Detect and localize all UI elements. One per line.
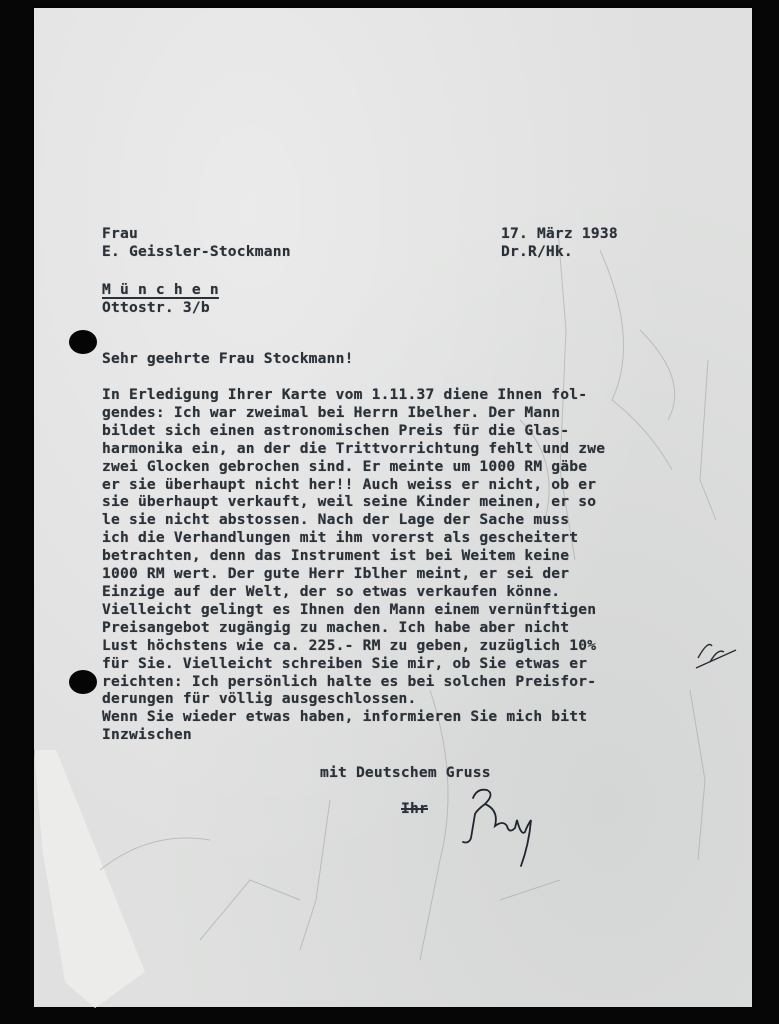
body-line: harmonika ein, an der die Trittvorrichtung fehlt und zwe (102, 439, 606, 457)
body-line: Inzwischen (102, 726, 192, 744)
letter-body (102, 386, 605, 744)
date-block (501, 225, 618, 261)
body-line: für Sie. Vielleicht schreiben Sie mir, ob Sie etwas er (102, 654, 588, 672)
recipient-city: M ü n c h e n (102, 281, 219, 298)
body-line: derungen für völlig ausgeschlossen. (102, 690, 417, 708)
body-line: zwei Glocken gebrochen sind. Er meinte um 1000 RM gäbe (102, 457, 588, 475)
body-line: Preisangebot zugängig zu machen. Ich habe aber nicht (102, 618, 570, 636)
body-line: Lust höchstens wie ca. 225.- RM zu geben, zuzüglich 10% (102, 636, 597, 654)
body-line: Wenn Sie wieder etwas haben, informieren Sie mich bitt (102, 708, 588, 726)
body-line: Einzige auf der Welt, der so etwas verkaufen könne. (102, 582, 561, 600)
handwritten-signature (455, 780, 565, 880)
handwritten-margin-note (690, 628, 740, 678)
recipient-salutation-line: Frau (102, 225, 138, 242)
body-line: bildet sich einen astronomischen Preis für die Glas- (102, 421, 570, 439)
body-line: le sie nicht abstossen. Nach der Lage der Sache muss (102, 511, 570, 529)
body-line: 1000 RM wert. Der gute Herr Iblher meint, er sei der (102, 565, 570, 583)
punch-hole-top (69, 330, 97, 354)
letter-date: 17. März 1938 (501, 225, 618, 242)
recipient-address (102, 225, 291, 261)
recipient-name: E. Geissler-Stockmann (102, 242, 291, 260)
body-line: gendes: Ich war zweimal bei Herrn Ibelher. Der Mann (102, 403, 561, 421)
body-line: reichten: Ich persönlich halte es bei solchen Preisfor- (102, 672, 597, 690)
reference-code: Dr.R/Hk. (501, 242, 573, 260)
body-line: betrachten, denn das Instrument ist bei Weitem keine (102, 547, 570, 565)
salutation: Sehr geehrte Frau Stockmann! (102, 350, 354, 367)
punch-hole-bottom (69, 670, 97, 694)
body-line: er sie überhaupt nicht her!! Auch weiss er nicht, ob er (102, 475, 597, 493)
closing-phrase: mit Deutschem Gruss (320, 764, 491, 781)
body-line: ich die Verhandlungen mit ihm vorerst als gescheitert (102, 529, 579, 547)
body-line: In Erledigung Ihrer Karte vom 1.11.37 diene Ihnen fol- (102, 386, 588, 403)
recipient-city-block (102, 281, 219, 317)
closing-ihr (401, 800, 428, 818)
body-line: sie überhaupt verkauft, weil seine Kinder meinen, er so (102, 493, 597, 511)
body-line: Vielleicht gelingt es Ihnen den Mann einem vernünftigen (102, 600, 597, 618)
recipient-street: Ottostr. 3/b (102, 298, 210, 316)
closing-ihr-word: Ihr (401, 800, 428, 817)
